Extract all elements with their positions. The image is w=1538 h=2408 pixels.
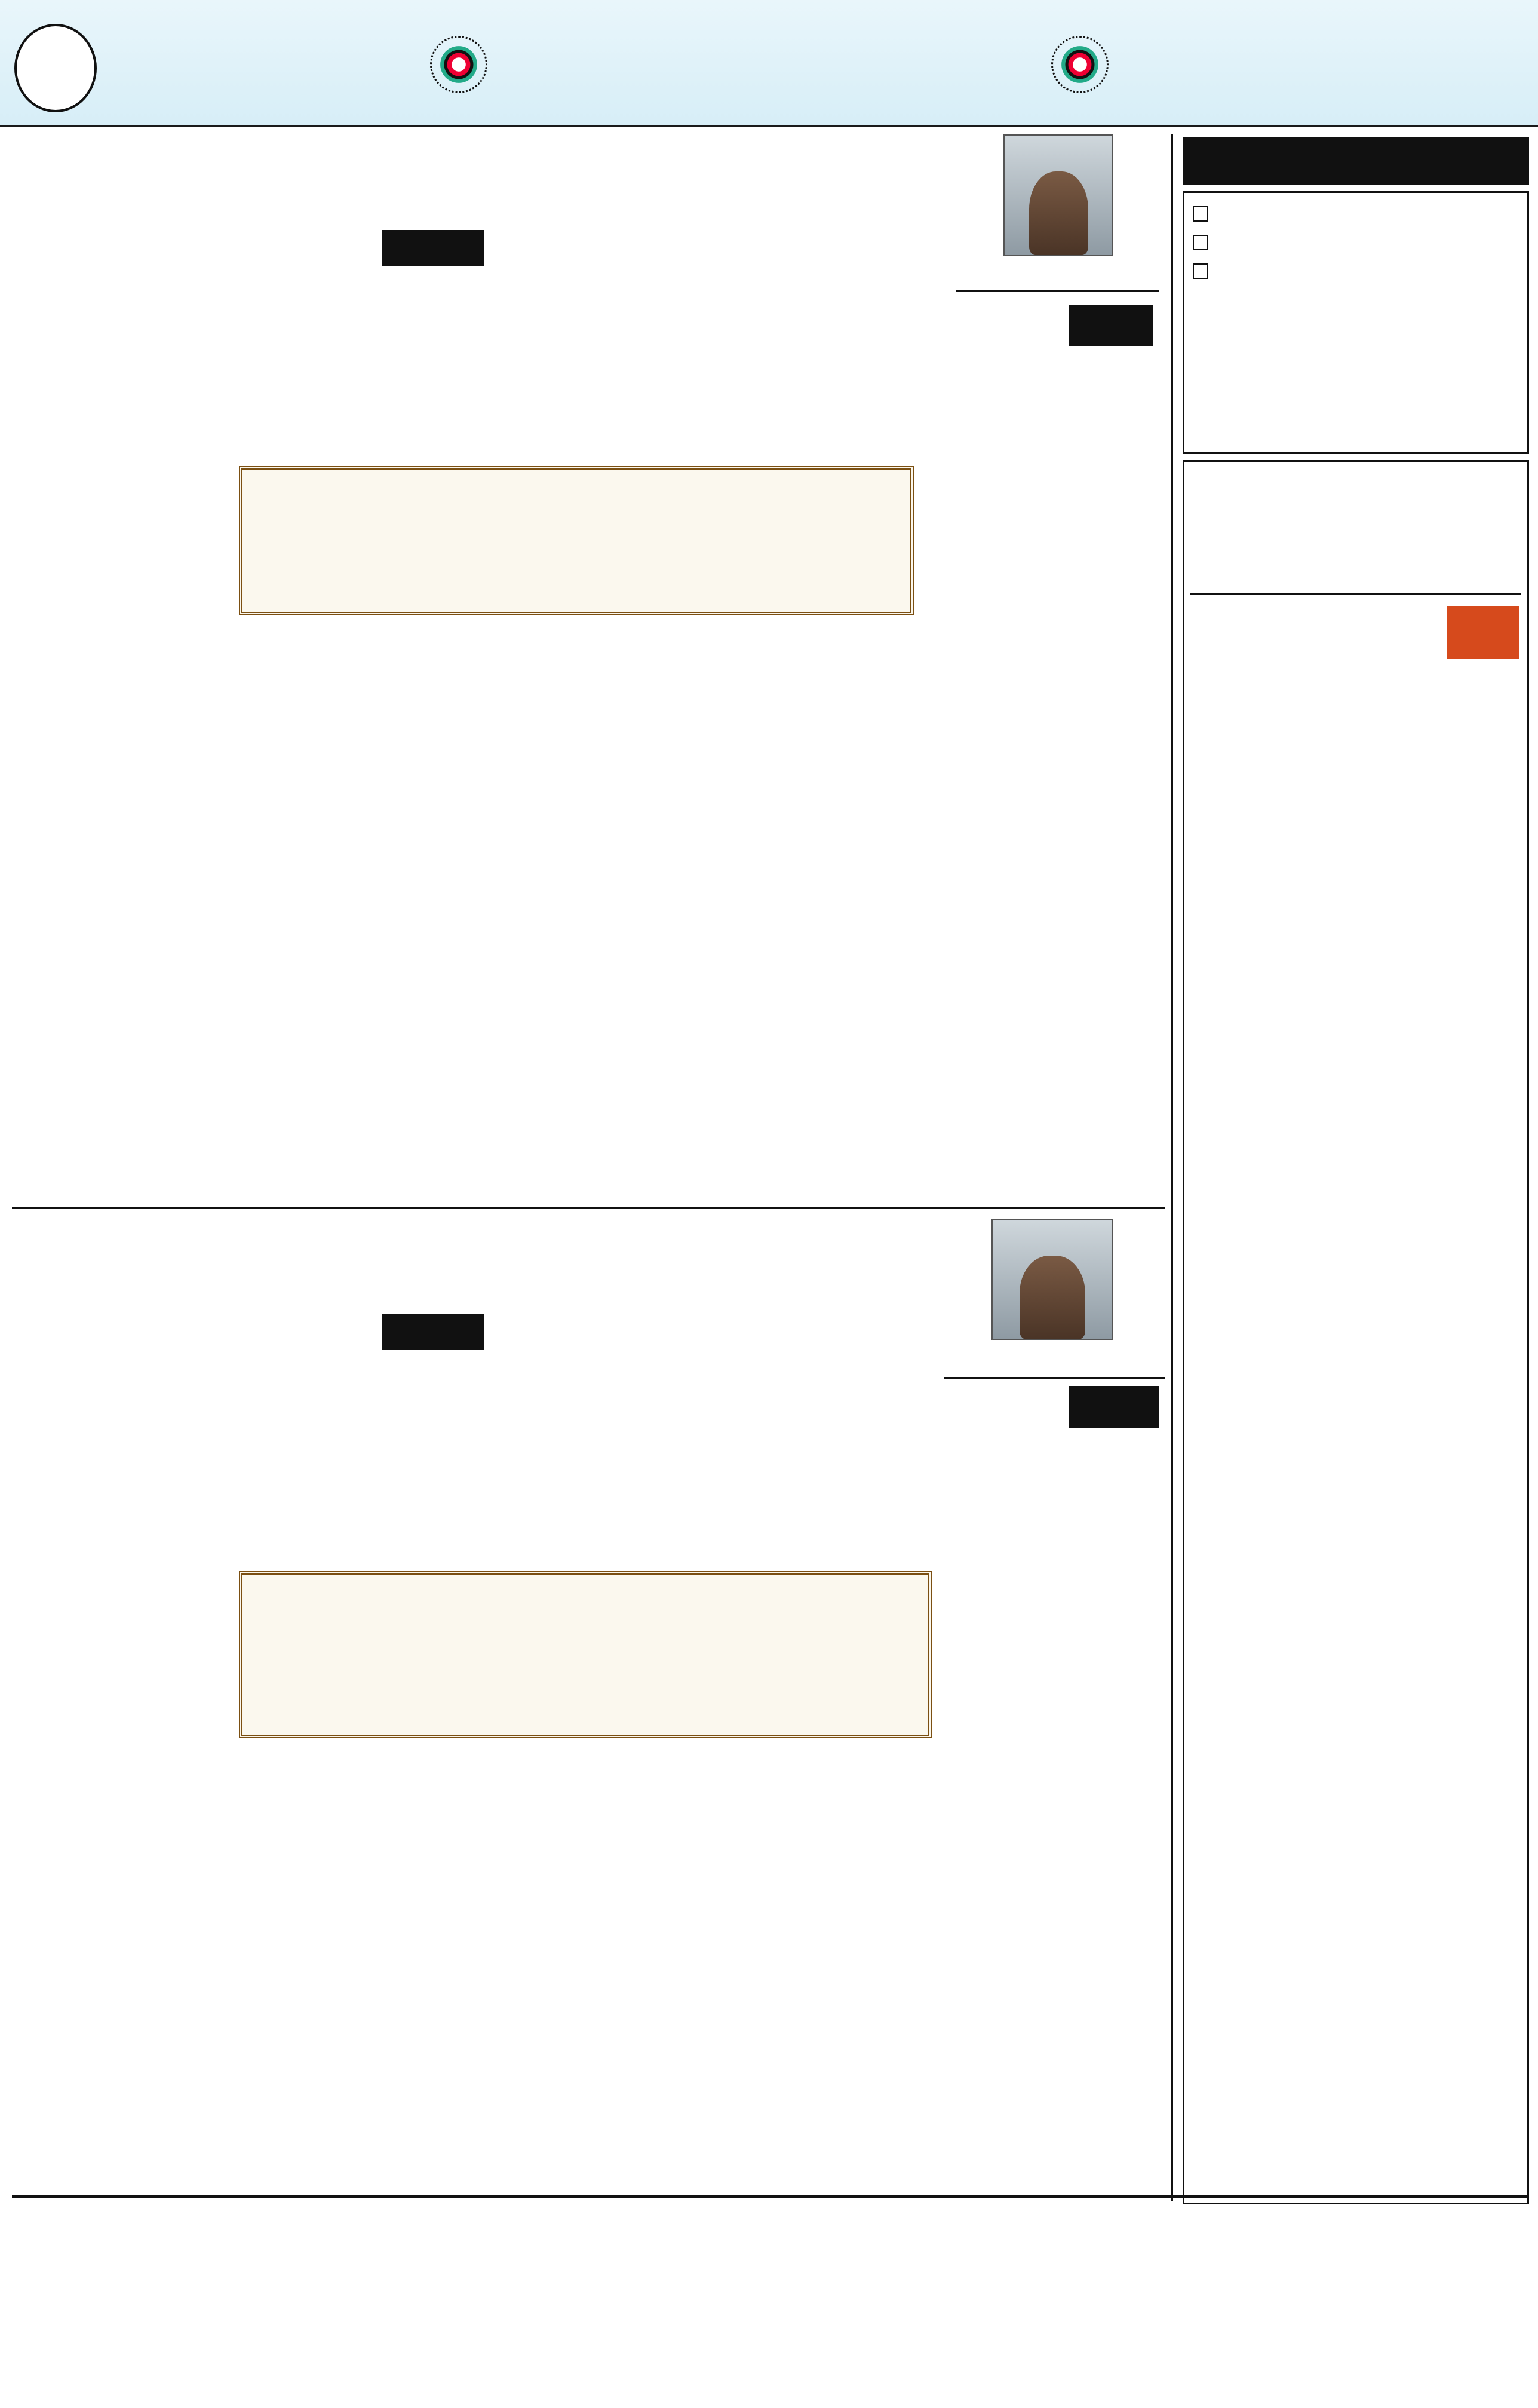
quote-item [1193,230,1519,250]
editorial-box [1183,460,1529,2204]
article2-body-col7 [478,1744,693,2186]
masthead [0,0,1538,127]
article2-body-col9 [12,1571,227,2186]
column-tag [382,1314,484,1350]
section-divider [12,1207,1165,1209]
checkbox-bullet-icon [1193,263,1208,279]
author-photo [1003,134,1113,256]
article2-body-col4 [12,1308,227,1565]
paper-logo [105,12,331,90]
article2-pull-quote [239,1571,932,1738]
article1-body-col9 [12,466,227,1195]
article2-body-col2 [478,1308,693,1565]
sidebar-divider [1171,134,1173,2201]
article1-body-col3 [251,275,472,460]
article1-body-col6 [693,621,920,1195]
article1-body-col5 [932,466,1165,1195]
article2-body-col8 [239,1744,466,2186]
paper-logo [1184,462,1527,587]
article2-body-col5 [944,1583,1165,2186]
section-divider [12,2195,1529,2198]
article2-body-col3 [239,1356,466,1565]
page-number [14,24,97,112]
column-tag [382,230,484,266]
checkbox-bullet-icon [1193,235,1208,250]
quotes-box [1183,191,1529,454]
tarikh-label [1447,606,1519,659]
article2-body-col6 [705,1744,932,2186]
article1-body-col8 [239,621,454,1195]
article1-body-col1 [717,227,944,460]
author-photo [991,1219,1113,1340]
article1-intro [956,352,1159,460]
article1-pull-quote [239,466,914,615]
article1-body-col7 [466,621,681,1195]
article1-body-col4 [12,227,239,460]
article1-body-col2 [478,227,705,460]
article2-body-col1 [705,1308,932,1565]
flower-ornament-icon [430,36,487,93]
editorial-body [1193,665,1519,2057]
aqwal-title [1183,137,1529,185]
divider [956,290,1159,292]
divider [944,1377,1165,1379]
article2-intro [944,1434,1165,1577]
quote-item [1193,201,1519,222]
section-tag [1069,1386,1159,1428]
editorial-headline [1190,593,1521,595]
flower-ornament-icon [1051,36,1109,93]
quote-item [1193,259,1519,279]
checkbox-bullet-icon [1193,206,1208,222]
section-tag [1069,305,1153,346]
